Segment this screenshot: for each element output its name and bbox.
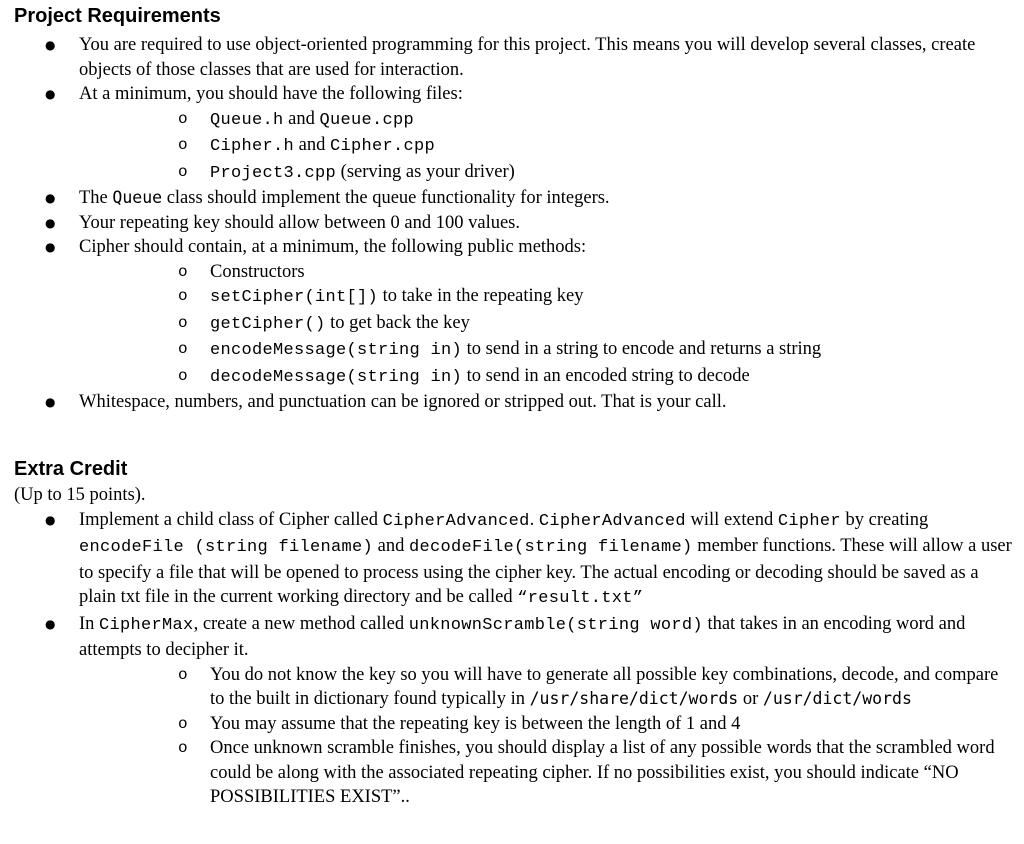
text: , create a new method called (193, 613, 409, 634)
code-text: setCipher(int[]) (210, 288, 379, 307)
requirements-heading: Project Requirements (14, 5, 221, 27)
text: that takes in an encoding word and attempts to decipher it. (79, 613, 966, 660)
text: class should implement the queue functionality for integers. (162, 188, 610, 208)
extra-credit-list (14, 508, 1014, 810)
list-item (14, 390, 1014, 415)
text: Once unknown scramble finishes, you should display a list of any possible words that the scrambled word could be along with the associated repeating cipher. If no possibilities exist, you should indicate “NO POSSIBILITIES EXIST”.. (210, 738, 995, 807)
text: and (283, 108, 320, 129)
list-item (14, 33, 1014, 82)
text: and (373, 536, 410, 556)
text: The (79, 188, 113, 208)
text: Constructors (210, 261, 305, 282)
code-text: Queue.cpp (319, 110, 414, 130)
extra-credit-heading: Extra Credit (14, 458, 128, 480)
requirements-list (14, 33, 1014, 415)
code-text: CipherMax (99, 615, 194, 635)
code-text: encodeMessage(string in) (210, 341, 463, 360)
text: will extend (685, 509, 778, 530)
list-item (14, 82, 1014, 186)
sublist-item (79, 364, 1014, 391)
code-text: unknownScramble(string word) (408, 615, 703, 635)
code-text: CipherAdvanced (382, 511, 530, 531)
code-text: decodeMessage(string in) (210, 367, 463, 387)
code-text: Project3.cpp (210, 163, 337, 183)
text: Implement a child class of Cipher called (79, 509, 383, 530)
text: Your repeating key should allow between 0 and 100 values. (79, 212, 521, 233)
sublist-item (79, 337, 1014, 364)
text: or (738, 689, 763, 709)
text: In (79, 613, 100, 634)
text: (serving as your driver) (336, 161, 515, 182)
code-text: Cipher.cpp (329, 137, 436, 156)
code-text: Cipher (777, 511, 841, 531)
files-intro: At a minimum, you should have the following files: (79, 84, 463, 104)
text: to send in an encoded string to decode (462, 365, 750, 386)
list-item (14, 612, 1014, 810)
text: to send in a string to encode and returns a string (462, 339, 822, 359)
sublist-item (79, 284, 1014, 311)
sublist-item (79, 133, 1014, 160)
text: Cipher should contain, at a minimum, the following public methods: (79, 237, 587, 257)
text: Whitespace, numbers, and punctuation can be ignored or stripped out. That is your call. (79, 392, 727, 412)
code-text: “result.txt” (517, 589, 644, 608)
sublist-item (79, 736, 1014, 810)
list-item (14, 186, 1014, 211)
extra-credit-sublist (79, 663, 1014, 810)
text: You do not know the key so you will have to generate all possible key combinations, decode, and compare to the built in dictionary found typically in (210, 664, 999, 709)
sublist-item (79, 160, 1014, 187)
list-item (14, 211, 1014, 236)
code-text: getCipher() (210, 314, 326, 334)
code-text: Cipher.h (210, 137, 295, 156)
list-item (14, 235, 1014, 390)
code-text: /usr/dict/words (762, 689, 912, 708)
code-text: Queue.h (210, 110, 284, 130)
code-text: decodeFile(string filename) (409, 538, 693, 557)
extra-credit-section (14, 483, 1014, 810)
files-sublist (79, 107, 1014, 187)
methods-sublist (79, 260, 1014, 391)
text: and (294, 135, 330, 155)
text: member functions. These will allow a user to specify a file that will be opened to process using the cipher key. The actual encoding or decoding should be saved as a plain txt file in the current working directory and be called (79, 536, 1012, 607)
sublist-item (79, 712, 1014, 737)
oop-text: You are required to use object-oriented programming for this project. This means you will develop several classes, create objects of those classes that are used for interaction. (79, 35, 976, 80)
text: by creating (840, 509, 929, 530)
points-text: (Up to 15 points). (14, 485, 146, 505)
text: to get back the key (325, 312, 470, 333)
sublist-item (79, 663, 1014, 712)
text: You may assume that the repeating key is between the length of 1 and 4 (210, 713, 741, 734)
text: to take in the repeating key (378, 286, 584, 306)
code-text: Queue (112, 188, 163, 207)
code-text: CipherAdvanced (538, 511, 686, 531)
list-item (14, 508, 1014, 612)
sublist-item (79, 260, 1014, 285)
sublist-item (79, 311, 1014, 338)
text: . (529, 509, 539, 530)
code-text: /usr/share/dict/words (529, 689, 739, 708)
sublist-item (79, 107, 1014, 134)
code-text: encodeFile (string filename) (79, 538, 374, 557)
